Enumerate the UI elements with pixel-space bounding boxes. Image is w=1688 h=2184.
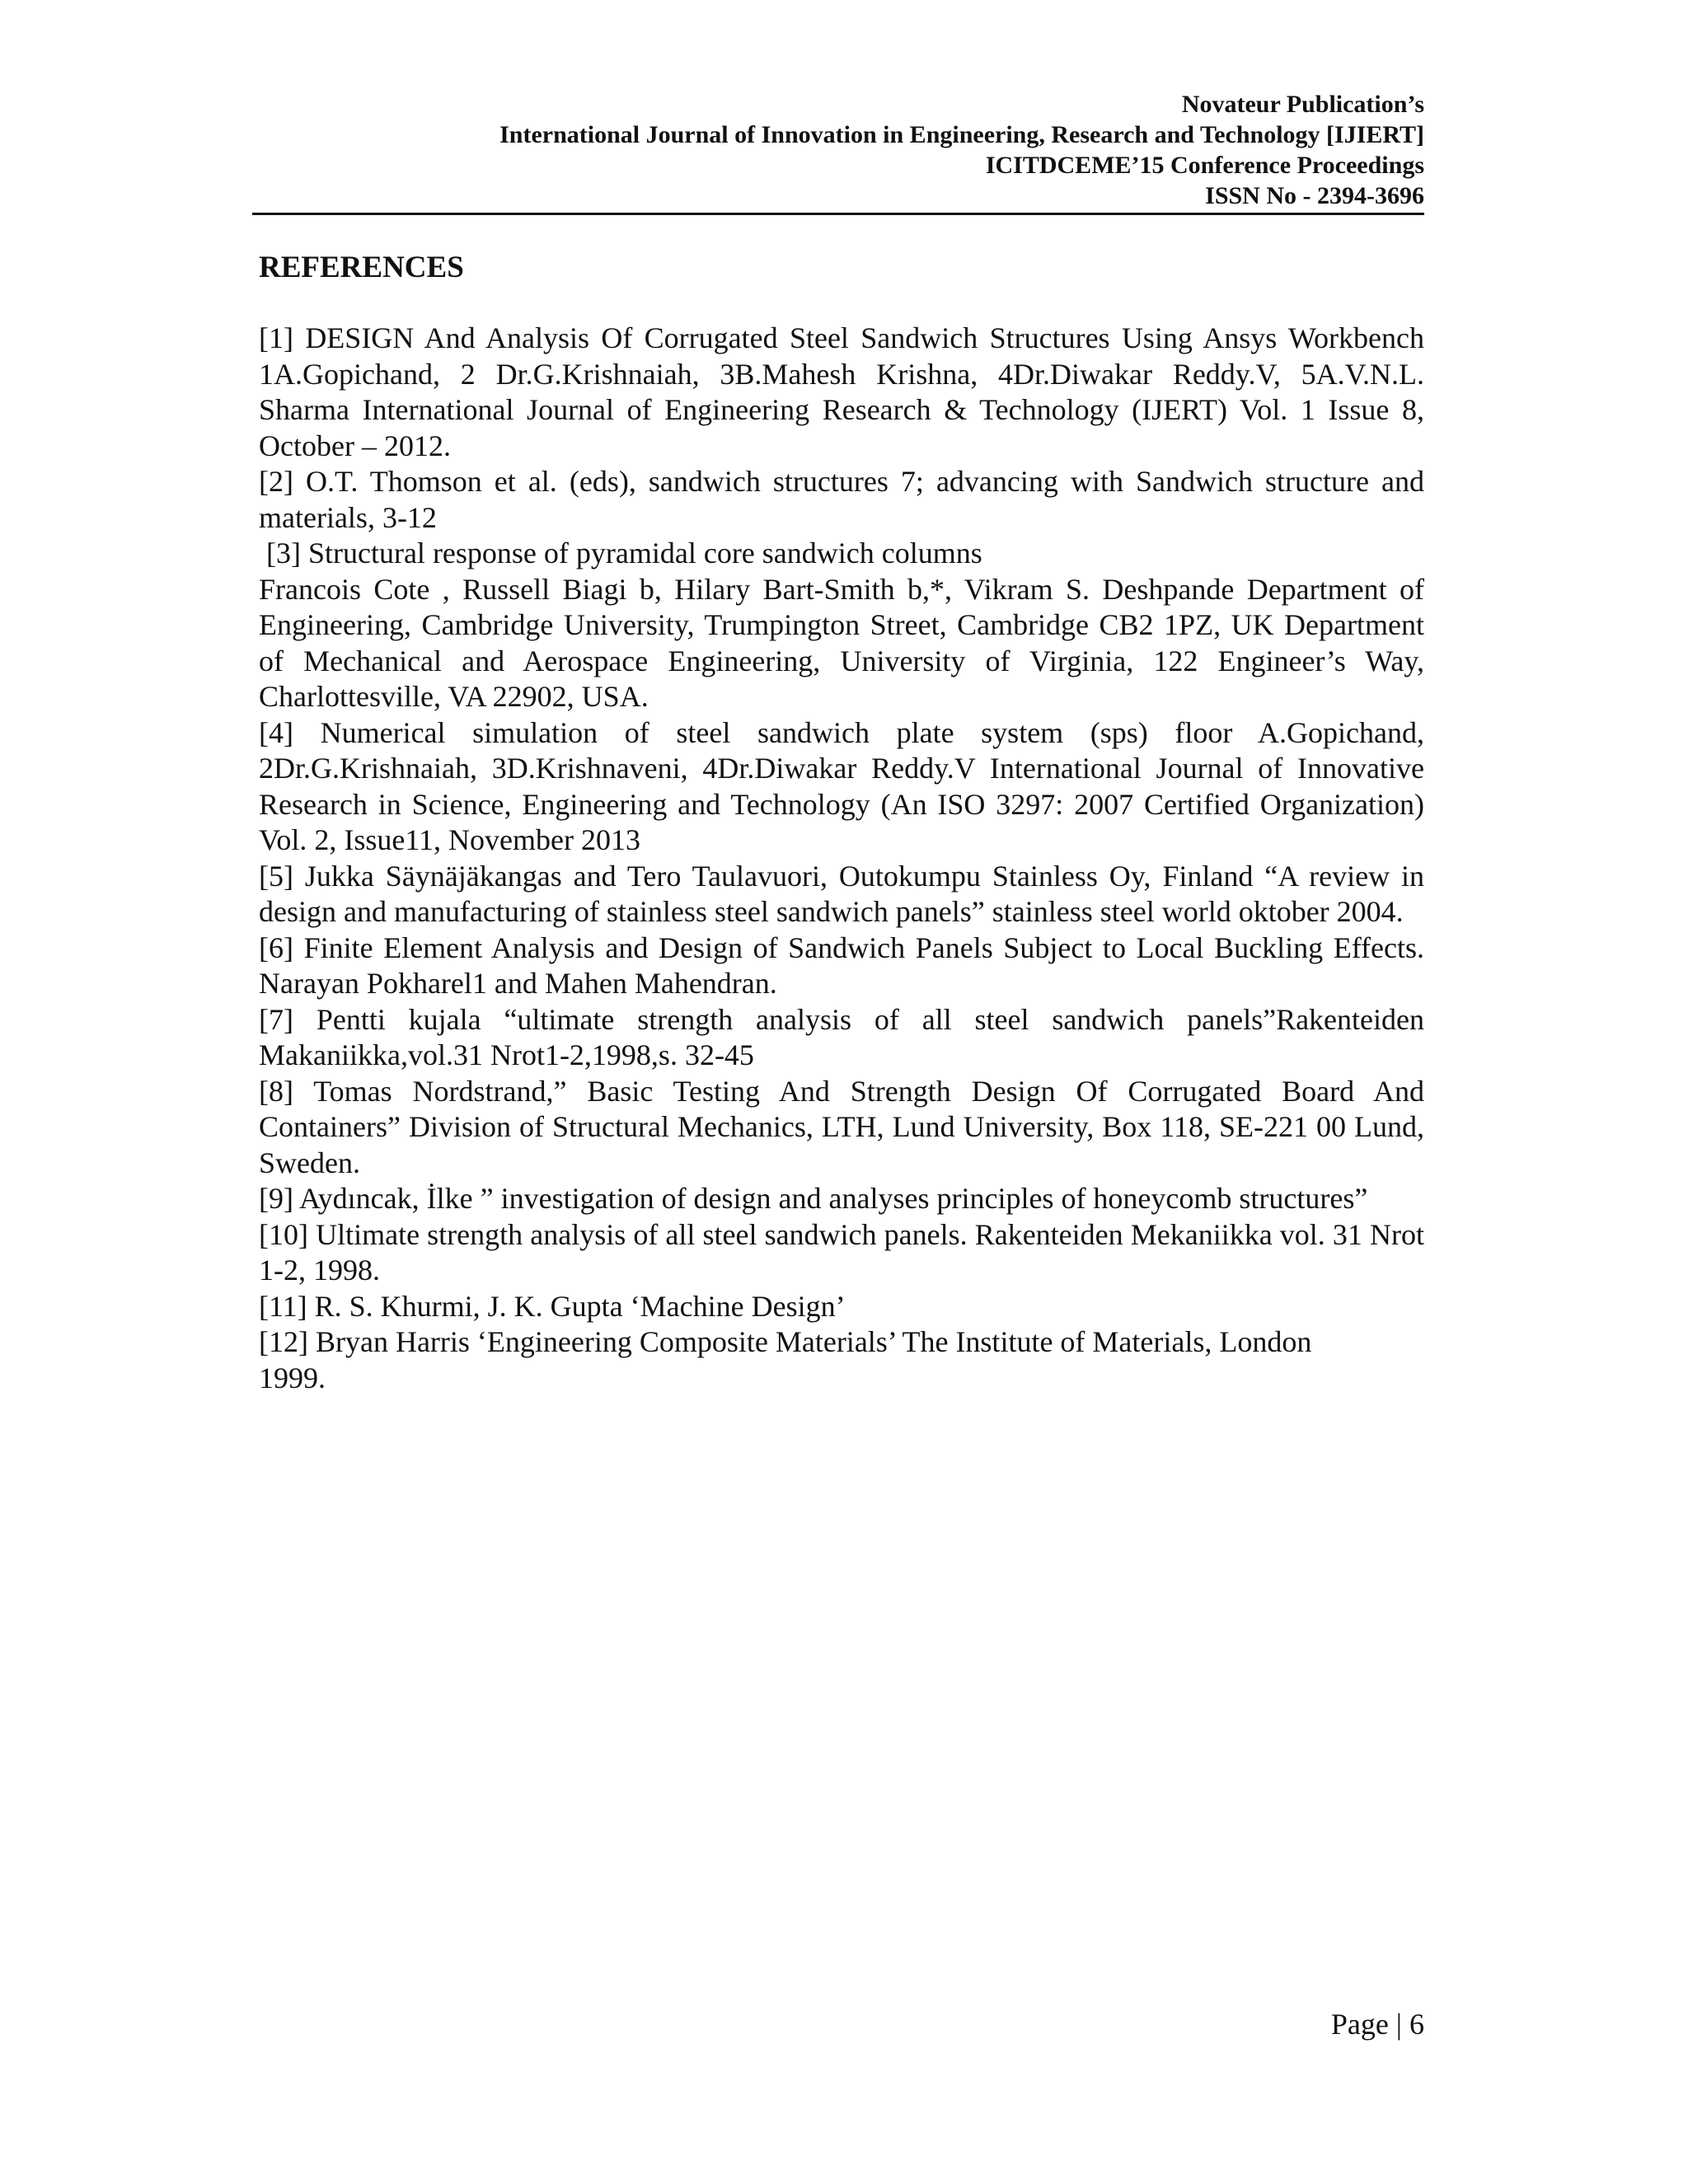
reference-item-4: [4] Numerical simulation of steel sandwich plate system (sps) floor A.Gopichand, 2Dr.G.Krishnaiah, 3D.Krishnaveni, 4Dr.Diwakar Reddy.V International Journal of Innovative Research in Science, Engineering and Technology (An ISO 3297: 2007 Certified Organization) Vol. 2, Issue11, November 2013 xyxy=(259,715,1424,856)
reference-item-3-authors: Francois Cote , Russell Biagi b, Hilary Bart-Smith b,*, Vikram S. Deshpande Department of Engineering, Cambridge University, Trumpington Street, Cambridge CB2 1PZ, UK Department of Mechanical and Aerospace Engineering, University of Virginia, 122 Engineer’s Way, Charlottesville, VA 22902, USA. xyxy=(259,572,1424,713)
journal-title-line: International Journal of Innovation in Engineering, Research and Technology [IJIERT] xyxy=(499,121,1424,148)
reference-item-3-title: [3] Structural response of pyramidal core sandwich columns xyxy=(259,537,982,569)
reference-item-7: [7] Pentti kujala “ultimate strength analysis of all steel sandwich panels”Rakenteiden Makaniikka,vol.31 Nrot1-2,1998,s. 32-45 xyxy=(259,1002,1424,1071)
reference-item-11: [11] R. S. Khurmi, J. K. Gupta ‘Machine Design’ xyxy=(259,1289,846,1323)
reference-item-8: [8] Tomas Nordstrand,” Basic Testing And Strength Design Of Corrugated Board And Containers” Division of Structural Mechanics, LTH, Lund University, Box 118, SE-221 00 Lund, Sweden. xyxy=(259,1074,1424,1179)
reference-item-10: [10] Ultimate strength analysis of all steel sandwich panels. Rakenteiden Mekaniikka vol. 31 Nrot 1-2, 1998. xyxy=(259,1217,1424,1286)
publisher-line: Novateur Publication’s xyxy=(1181,91,1424,118)
journal-header xyxy=(252,89,1424,211)
issn-line: ISSN No - 2394-3696 xyxy=(1205,182,1424,209)
page-number: Page | 6 xyxy=(1330,2008,1424,2041)
references-heading: REFERENCES xyxy=(259,251,464,284)
header-divider xyxy=(252,213,1424,215)
reference-item-12: [12] Bryan Harris ‘Engineering Composite Materials’ The Institute of Materials, London 1999. xyxy=(259,1325,1312,1394)
reference-item-6: [6] Finite Element Analysis and Design of Sandwich Panels Subject to Local Buckling Effects. Narayan Pokharel1 and Mahen Mahendran. xyxy=(259,930,1424,1000)
reference-item-2: [2] O.T. Thomson et al. (eds), sandwich structures 7; advancing with Sandwich structure and materials, 3-12 xyxy=(259,465,1424,534)
references-list xyxy=(259,321,1424,1396)
reference-item-5: [5] Jukka Säynäjäkangas and Tero Taulavuori, Outokumpu Stainless Oy, Finland “A review in design and manufacturing of stainless steel sandwich panels” stainless steel world oktober 2004. xyxy=(259,859,1424,928)
reference-item-1: [1] DESIGN And Analysis Of Corrugated Steel Sandwich Structures Using Ansys Workbench 1A.Gopichand, 2 Dr.G.Krishnaiah, 3B.Mahesh Krishna, 4Dr.Diwakar Reddy.V, 5A.V.N.L. Sharma International Journal of Engineering Research & Technology (IJERT) Vol. 1 Issue 8, October – 2012. xyxy=(259,321,1424,462)
reference-item-9: [9] Aydıncak, İlke ” investigation of design and analyses principles of honeycomb structures” xyxy=(259,1182,1368,1215)
conference-line: ICITDCEME’15 Conference Proceedings xyxy=(985,152,1424,179)
